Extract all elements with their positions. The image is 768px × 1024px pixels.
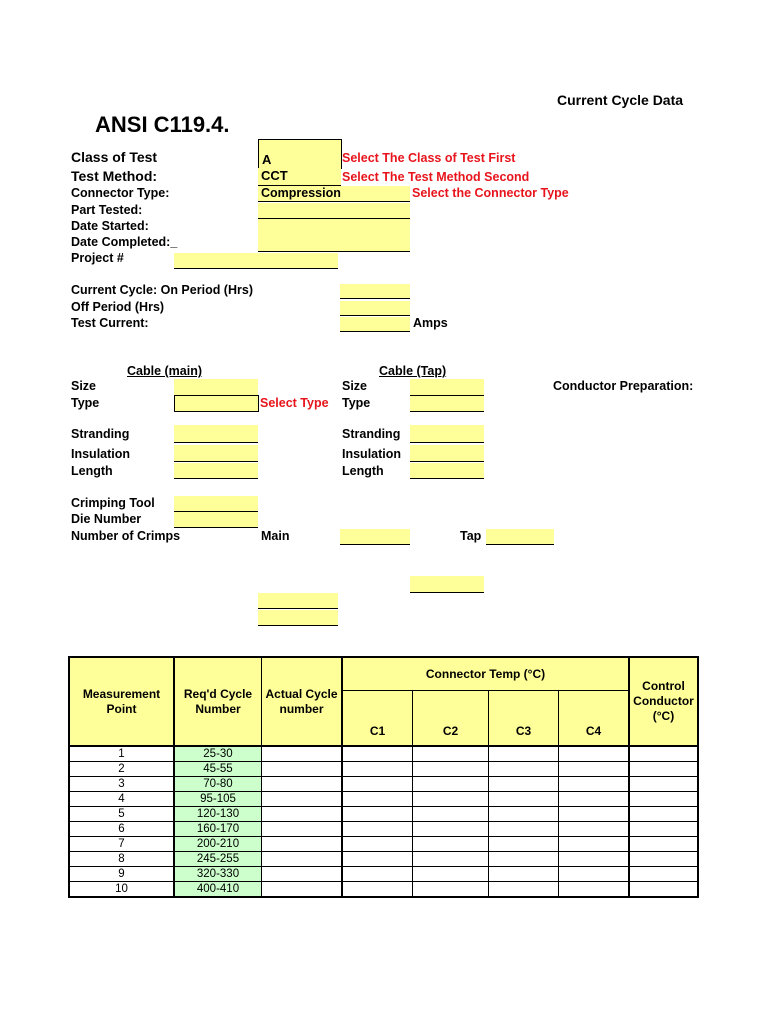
c4-cell[interactable] [559,792,630,807]
crimping-tool-field[interactable] [174,496,258,512]
c2-cell[interactable] [413,882,489,898]
reqd-cycle-cell: 400-410 [174,882,262,898]
actual-cycle-cell[interactable] [262,762,343,777]
c3-cell[interactable] [489,777,559,792]
reqd-cycle-cell: 120-130 [174,807,262,822]
control-conductor-cell[interactable] [629,777,698,792]
measurement-point-cell: 9 [69,867,174,882]
actual-cycle-cell[interactable] [262,837,343,852]
c4-cell[interactable] [559,746,630,762]
control-conductor-cell[interactable] [629,867,698,882]
header-measurement-point-text: Measurement Point [82,686,161,716]
header-reqd-cycle-text: Req'd Cycle Number [183,686,253,716]
control-conductor-cell[interactable] [629,746,698,762]
c4-cell[interactable] [559,822,630,837]
test-current-label: Test Current: [71,316,149,330]
main-length-label: Length [71,464,113,478]
main-stranding-label: Stranding [71,427,130,441]
c3-cell[interactable] [489,746,559,762]
c3-cell[interactable] [489,822,559,837]
c1-cell[interactable] [342,822,413,837]
c2-cell[interactable] [413,822,489,837]
c4-cell[interactable] [559,807,630,822]
c3-cell[interactable] [489,882,559,898]
table-row [69,762,698,777]
c2-cell[interactable] [413,807,489,822]
test-current-field[interactable] [340,317,410,332]
c4-cell[interactable] [559,762,630,777]
c4-cell[interactable] [559,882,630,898]
tap-insulation-field[interactable] [410,445,484,462]
project-label: Project # [71,251,124,265]
c1-cell[interactable] [342,762,413,777]
header-connector-temp [342,657,629,691]
c4-cell[interactable] [559,777,630,792]
c1-cell[interactable] [342,792,413,807]
extra-field-3[interactable] [258,610,338,626]
measurement-point-cell: 4 [69,792,174,807]
connector-type-field[interactable] [258,186,410,202]
c3-cell[interactable] [489,792,559,807]
amps-label: Amps [413,316,448,330]
c3-cell[interactable] [489,867,559,882]
reqd-cycle-cell: 320-330 [174,867,262,882]
class-hint: Select The Class of Test First [342,151,516,165]
control-conductor-cell[interactable] [629,882,698,898]
cable-tap-heading: Cable (Tap) [379,364,447,378]
actual-cycle-cell[interactable] [262,822,343,837]
crimping-tool-label: Crimping Tool [71,496,155,510]
class-of-test-label: Class of Test [71,149,158,165]
table-body [69,746,698,897]
reqd-cycle-cell: 200-210 [174,837,262,852]
connector-type-label: Connector Type: [71,186,170,200]
reqd-cycle-cell: 245-255 [174,852,262,867]
off-period-label: Off Period (Hrs) [71,300,165,314]
header-c1: C1 [342,691,413,747]
c3-cell[interactable] [489,807,559,822]
connector-hint: Select the Connector Type [412,186,569,200]
c2-cell[interactable] [413,837,489,852]
reqd-cycle-cell: 95-105 [174,792,262,807]
tap-crimps-label: Tap [460,529,482,543]
c1-cell[interactable] [342,777,413,792]
actual-cycle-cell[interactable] [262,777,343,792]
select-type-hint: Select Type [260,396,329,410]
actual-cycle-cell[interactable] [262,792,343,807]
main-crimps-field[interactable] [340,529,410,545]
control-conductor-cell[interactable] [629,822,698,837]
header-control-conductor [629,657,698,746]
section-title: Current Cycle Data [557,92,684,108]
header-c2: C2 [413,691,489,747]
cycle-data-table [68,656,699,898]
control-conductor-cell[interactable] [629,762,698,777]
actual-cycle-cell[interactable] [262,746,343,762]
main-type-field[interactable] [174,395,259,412]
project-field[interactable] [174,253,338,269]
test-method-field[interactable] [258,168,341,186]
tap-size-label: Size [342,379,368,393]
actual-cycle-cell[interactable] [262,882,343,898]
part-tested-field[interactable] [258,203,410,219]
control-conductor-cell[interactable] [629,792,698,807]
tap-type-label: Type [342,396,371,410]
control-conductor-cell[interactable] [629,837,698,852]
tap-insulation-label: Insulation [342,447,402,461]
header-c4: C4 [559,691,630,747]
c2-cell[interactable] [413,762,489,777]
tap-crimps-field[interactable] [486,529,554,545]
actual-cycle-cell[interactable] [262,867,343,882]
table-row [69,852,698,867]
header-connector-temp-text: Connector Temp (°C) [425,666,546,681]
page-title: ANSI C119.4. [95,112,230,137]
connector-type-value: Compression [261,186,341,200]
on-period-field[interactable] [340,284,410,299]
test-method-label: Test Method: [71,168,158,184]
header-c3: C3 [489,691,559,747]
c3-cell[interactable] [489,837,559,852]
measurement-point-cell: 3 [69,777,174,792]
c2-cell[interactable] [413,746,489,762]
test-method-value: CCT [261,168,288,183]
reqd-cycle-cell: 25-30 [174,746,262,762]
c1-cell[interactable] [342,807,413,822]
measurement-point-cell: 10 [69,882,174,898]
measurement-point-cell: 7 [69,837,174,852]
class-of-test-value: A [262,152,272,167]
die-number-field[interactable] [174,512,258,528]
reqd-cycle-cell: 70-80 [174,777,262,792]
c3-cell[interactable] [489,762,559,777]
c1-cell[interactable] [342,746,413,762]
tap-stranding-field[interactable] [410,425,484,443]
number-of-crimps-label: Number of Crimps [71,529,181,543]
table-row [69,746,698,762]
c3-cell[interactable] [489,852,559,867]
main-length-field[interactable] [174,463,258,479]
c2-cell[interactable] [413,867,489,882]
tap-stranding-label: Stranding [342,427,401,441]
cable-main-heading: Cable (main) [127,364,203,378]
main-type-label: Type [71,396,100,410]
tap-length-label: Length [342,464,384,478]
tap-size-field[interactable] [410,379,484,395]
control-conductor-cell[interactable] [629,852,698,867]
measurement-point-cell: 1 [69,746,174,762]
c2-cell[interactable] [413,777,489,792]
off-period-field[interactable] [340,301,410,316]
c4-cell[interactable] [559,867,630,882]
table-row [69,837,698,852]
c4-cell[interactable] [559,837,630,852]
c1-cell[interactable] [342,852,413,867]
measurement-point-cell: 6 [69,822,174,837]
part-tested-label: Part Tested: [71,203,143,217]
class-of-test-field[interactable] [258,139,342,169]
conductor-prep-label: Conductor Preparation: [553,379,694,393]
actual-cycle-cell[interactable] [262,852,343,867]
on-period-label: Current Cycle: On Period (Hrs) [71,283,253,297]
header-control-conductor-text: Control Conductor (°C) [633,679,694,723]
tap-type-field[interactable] [410,395,484,412]
extra-field-1[interactable] [410,576,484,593]
control-conductor-cell[interactable] [629,807,698,822]
main-size-label: Size [71,379,97,393]
table-row [69,867,698,882]
date-field[interactable] [258,219,410,252]
header-measurement-point [69,657,174,746]
reqd-cycle-cell: 45-55 [174,762,262,777]
table-row [69,807,698,822]
measurement-point-cell: 2 [69,762,174,777]
c2-cell[interactable] [413,852,489,867]
tap-length-field[interactable] [410,463,484,479]
date-completed-label: Date Completed:_ [71,235,178,249]
header-actual-cycle [262,657,343,746]
c1-cell[interactable] [342,867,413,882]
die-number-label: Die Number [71,512,142,526]
main-stranding-field[interactable] [174,425,258,443]
c2-cell[interactable] [413,792,489,807]
main-crimps-label: Main [261,529,290,543]
header-actual-cycle-text: Actual Cycle number [265,686,338,716]
measurement-point-cell: 5 [69,807,174,822]
c4-cell[interactable] [559,852,630,867]
table-row [69,792,698,807]
header-reqd-cycle [174,657,262,746]
measurement-point-cell: 8 [69,852,174,867]
table-row [69,777,698,792]
table-row [69,822,698,837]
extra-field-2[interactable] [258,593,338,609]
date-started-label: Date Started: [71,219,149,233]
main-size-field[interactable] [174,379,258,395]
c1-cell[interactable] [342,882,413,898]
c1-cell[interactable] [342,837,413,852]
actual-cycle-cell[interactable] [262,807,343,822]
main-insulation-field[interactable] [174,445,258,462]
table-row [69,882,698,898]
method-hint: Select The Test Method Second [342,170,530,184]
main-insulation-label: Insulation [71,447,131,461]
reqd-cycle-cell: 160-170 [174,822,262,837]
